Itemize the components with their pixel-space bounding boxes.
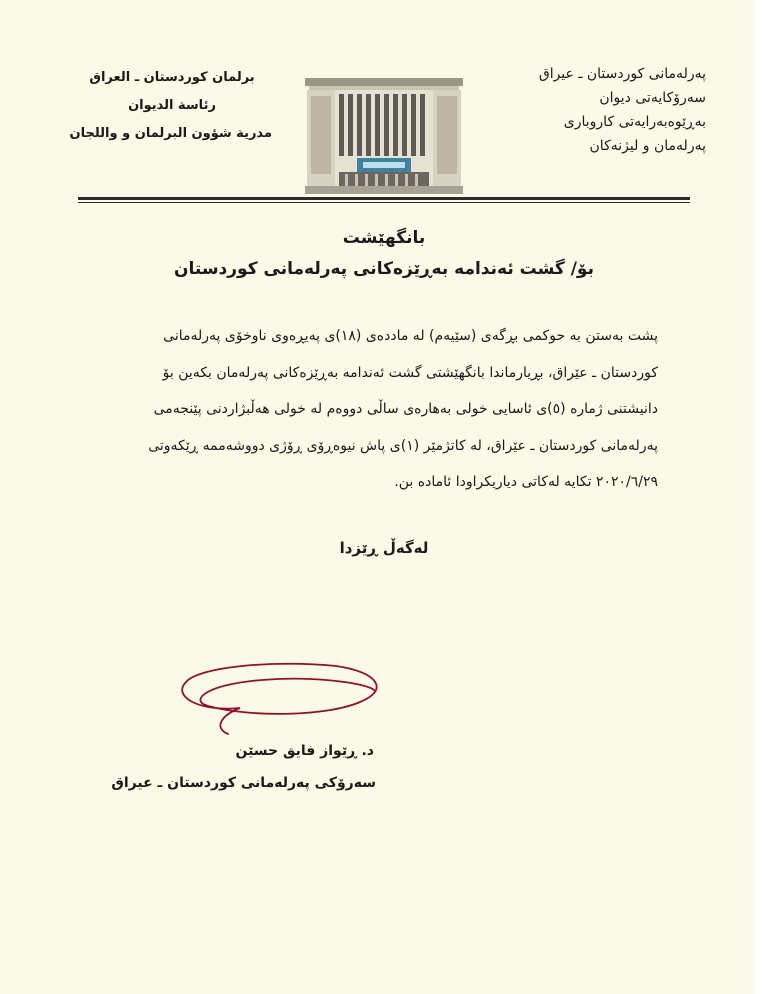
header-kurdish xyxy=(446,62,706,158)
body-line: کوردستان ـ عێراق، بڕیارماندا بانگهێشتی گشت ئەندامە بەڕێزەکانی پەرلەمان بکەین بۆ xyxy=(162,364,658,381)
parliament-building-icon xyxy=(305,78,463,194)
header-kurdish-line: پەرلەمان و لیژنەکان xyxy=(589,138,706,154)
header-arabic xyxy=(69,64,272,148)
page-title: بانگهێشت xyxy=(342,228,426,248)
header-divider xyxy=(78,197,690,200)
header-arabic-line: مدرية شؤون البرلمان و واللجان xyxy=(69,126,272,141)
closing-phrase: لەگەڵ ڕێزدا xyxy=(339,539,429,557)
header-kurdish-line: پەرلەمانی کوردستان ـ عیراق xyxy=(538,66,706,82)
letter-body xyxy=(112,318,658,501)
signatory-name: د. ڕێواز فایق حسێن xyxy=(235,743,374,759)
header-kurdish-line: سەرۆکایەتی دیوان xyxy=(599,90,706,106)
header-divider-thin xyxy=(78,202,690,203)
signatory-title: سەرۆکی پەرلەمانی کوردستان ـ عیراق xyxy=(111,775,376,791)
body-line: پەرلەمانی کوردستان ـ عێراق، لە کاتژمێر (١)ی پاش نیوەڕۆی ڕۆژی دووشەممە ڕێکەوتی xyxy=(148,437,658,454)
body-line: دانیشتنی ژمارە (٥)ی ئاسایی خولی بەهارەی ساڵی دووەم لە خولی هەڵبژاردنی پێنجەمی xyxy=(153,401,658,417)
page-subtitle: بۆ/ گشت ئەندامە بەڕێزەکانی پەرلەمانی کوردستان xyxy=(174,259,594,279)
header-kurdish-line: بەڕێوەبەرایەتی کاروباری xyxy=(563,114,706,130)
body-line: پشت بەستن بە حوکمی بڕگەی (سێیەم) لە ماددەی (١٨)ی پەیڕەوی ناوخۆی پەرلەمانی xyxy=(163,328,658,344)
page-edge xyxy=(754,0,768,994)
header-arabic-line: رئاسة الديوان xyxy=(128,98,216,113)
header-arabic-line: برلمان كوردستان ـ العراق xyxy=(89,70,255,85)
handwritten-signature xyxy=(168,660,390,742)
body-line: ٢٠٢٠/٦/٢٩ تکایە لەکاتی دیاریکراودا ئامادە بن. xyxy=(394,474,658,490)
